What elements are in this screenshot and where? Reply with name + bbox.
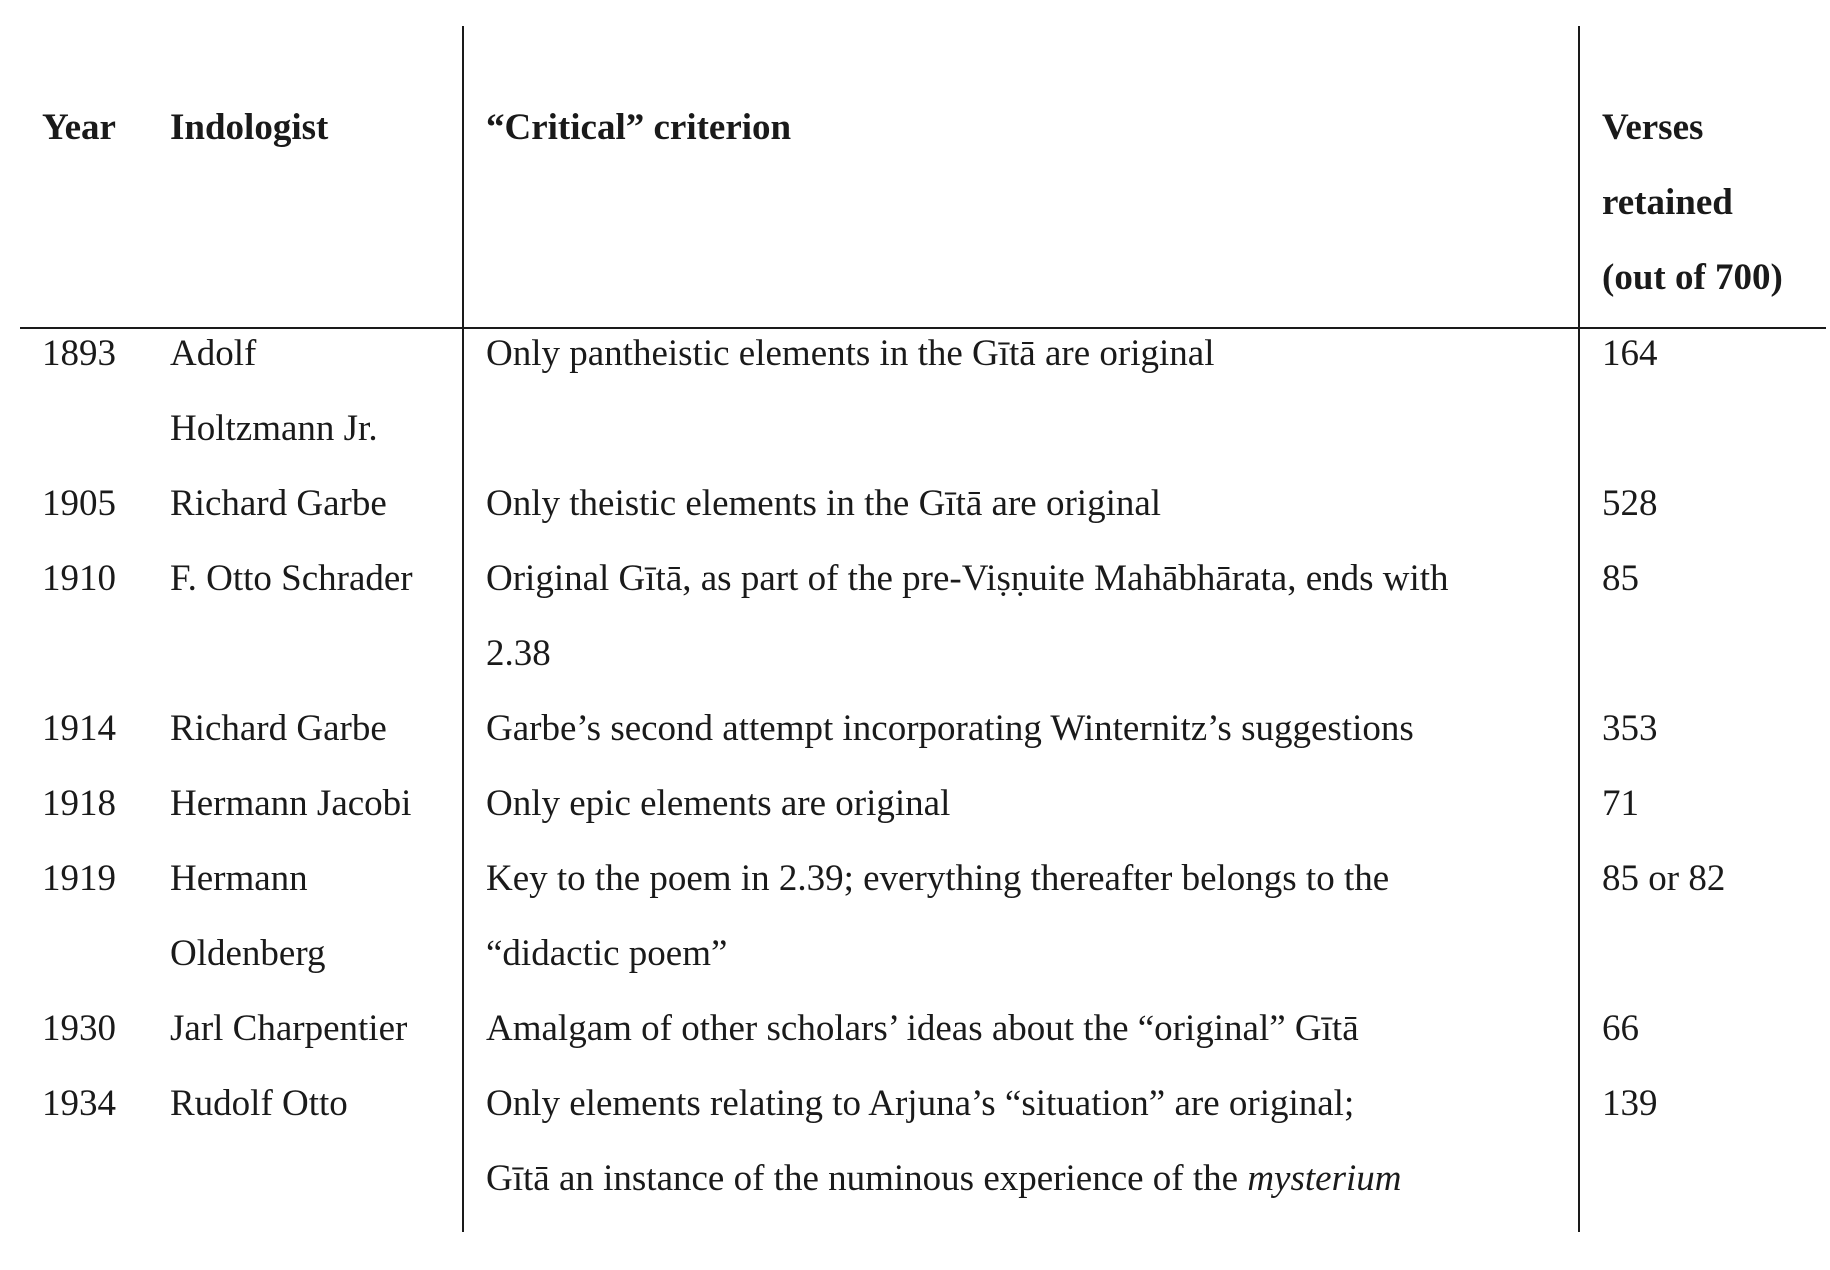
header-criterion: “Critical” criterion xyxy=(486,107,792,148)
indologist-cell: Oldenberg xyxy=(170,933,326,974)
criterion-cell: “didactic poem” xyxy=(486,933,728,974)
criterion-cell: Only epic elements are original xyxy=(486,783,951,824)
year-cell: 1905 xyxy=(42,483,116,524)
criterion-cell: Gītā an instance of the numinous experience of the mysterium xyxy=(486,1158,1402,1199)
year-cell: 1930 xyxy=(42,1008,116,1049)
indologist-cell: Holtzmann Jr. xyxy=(170,408,378,449)
indologist-cell: F. Otto Schrader xyxy=(170,558,413,599)
year-cell: 1914 xyxy=(42,708,116,749)
indologist-cell: Richard Garbe xyxy=(170,483,387,524)
year-cell: 1934 xyxy=(42,1083,116,1124)
indologist-cell: Rudolf Otto xyxy=(170,1083,348,1124)
verses-cell: 139 xyxy=(1602,1083,1658,1124)
year-cell: 1918 xyxy=(42,783,116,824)
verses-cell: 85 or 82 xyxy=(1602,858,1726,899)
criterion-cell: Only theistic elements in the Gītā are original xyxy=(486,483,1162,524)
indologist-cell: Richard Garbe xyxy=(170,708,387,749)
criterion-cell: Key to the poem in 2.39; everything thereafter belongs to the xyxy=(486,858,1390,899)
criterion-cell: Original Gītā, as part of the pre-Viṣṇuite Mahābhārata, ends with xyxy=(486,558,1449,599)
year-cell: 1893 xyxy=(42,333,116,374)
verses-cell: 71 xyxy=(1602,783,1639,824)
criterion-cell: Amalgam of other scholars’ ideas about the “original” Gītā xyxy=(486,1008,1359,1049)
column-divider xyxy=(462,26,464,1232)
indologist-cell: Adolf xyxy=(170,333,257,374)
column-divider xyxy=(1578,26,1580,1232)
indologist-cell: Hermann Jacobi xyxy=(170,783,412,824)
verses-cell: 353 xyxy=(1602,708,1658,749)
verses-cell: 85 xyxy=(1602,558,1639,599)
verses-cell: 528 xyxy=(1602,483,1658,524)
header-indologist: Indologist xyxy=(170,107,329,148)
criterion-cell: 2.38 xyxy=(486,633,551,674)
header-verses: Verses retained (out of 700) xyxy=(1602,107,1783,298)
verses-cell: 164 xyxy=(1602,333,1658,374)
criterion-cell: Only pantheistic elements in the Gītā are original xyxy=(486,333,1215,374)
criterion-cell: Only elements relating to Arjuna’s “situation” are original; xyxy=(486,1083,1355,1124)
header-year: Year xyxy=(42,107,116,148)
verses-cell: 66 xyxy=(1602,1008,1639,1049)
year-cell: 1910 xyxy=(42,558,116,599)
criterion-cell: Garbe’s second attempt incorporating Winternitz’s suggestions xyxy=(486,708,1414,749)
indologist-cell: Hermann xyxy=(170,858,308,899)
year-cell: 1919 xyxy=(42,858,116,899)
indologist-cell: Jarl Charpentier xyxy=(170,1008,408,1049)
